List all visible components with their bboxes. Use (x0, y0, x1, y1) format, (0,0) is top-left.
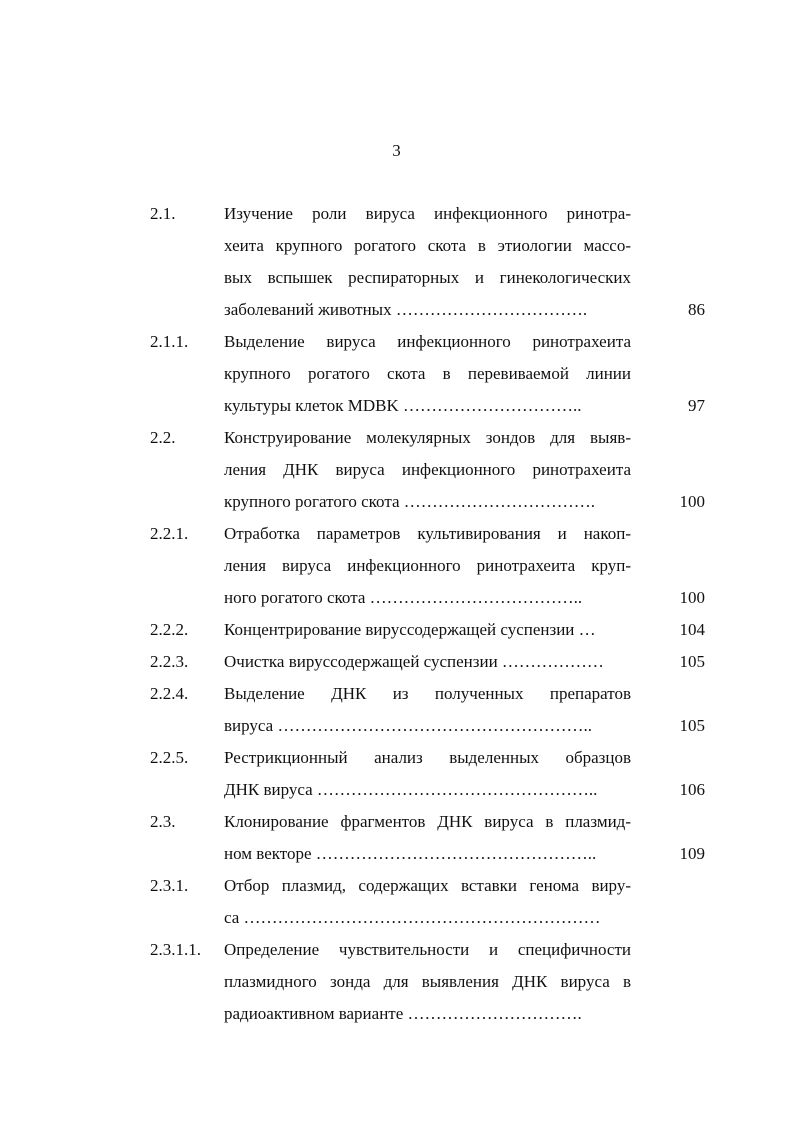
toc-entry-title-line: Отбор плазмид, содержащих вставки генома виру- (224, 876, 631, 895)
toc-entry-title-line: Рестрикционный анализ выделенных образцов (224, 748, 631, 767)
toc-entry-page: 106 (679, 780, 705, 799)
toc-entry-title-line: са ……………………………………………………… (224, 908, 601, 927)
toc-entry-title-line: заболеваний животных ……………………………. (224, 300, 588, 319)
toc-entry-number: 2.3.1.1. (150, 940, 201, 959)
toc-entry-number: 2.2.4. (150, 684, 189, 703)
toc-entry-title-line: Изучение роли вируса инфекционного ринотра- (224, 204, 631, 223)
toc-entry-title-line: хеита крупного рогатого скота в этиологии массо- (224, 236, 631, 255)
toc-entry-title (224, 422, 631, 518)
toc-entry-title-line: Выделение вируса инфекционного ринотрахеита (224, 332, 631, 351)
toc-entry-page: 105 (679, 652, 705, 671)
page-number: 3 (392, 141, 401, 160)
toc-entry-title-line: радиоактивном варианте …………………………. (224, 1004, 582, 1023)
toc-entry-title-line: культуры клеток MDBK ………………………….. (224, 396, 582, 415)
toc-entry-title (224, 614, 631, 646)
toc-entry-page: 105 (679, 716, 705, 735)
toc-entry-number: 2.2. (150, 428, 176, 447)
toc-entry-number: 2.2.3. (150, 652, 189, 671)
toc-entry-title (224, 934, 631, 1030)
toc-entry-title-line: Очистка вируссодержащей суспензии ……………… (224, 652, 604, 671)
toc-entry-number: 2.2.1. (150, 524, 189, 543)
toc-entry-title-line: Клонирование фрагментов ДНК вируса в плазмид- (224, 812, 631, 831)
toc-entry-title (224, 806, 631, 870)
toc-entry-title (224, 518, 631, 614)
toc-entry-title (224, 678, 631, 742)
toc-entry-title-line: вируса ……………………………………………….. (224, 716, 592, 735)
toc-entry-number: 2.3.1. (150, 876, 189, 895)
toc-entry-title (224, 198, 631, 326)
toc-entry-title (224, 326, 631, 422)
toc-entry-number: 2.1. (150, 204, 176, 223)
toc-entry-page: 100 (679, 492, 705, 511)
toc-entry-title (224, 870, 631, 934)
toc-entry-title-line: ления вируса инфекционного ринотрахеита круп- (224, 556, 631, 575)
toc-entry-title-line: крупного рогатого скота в перевиваемой линии (224, 364, 631, 383)
toc-entry-page: 86 (688, 300, 705, 319)
toc-entry-title (224, 742, 631, 806)
toc-entry-title-line: ного рогатого скота ……………………………….. (224, 588, 583, 607)
toc-entry-page: 100 (679, 588, 705, 607)
toc-entry-number: 2.2.5. (150, 748, 189, 767)
toc-entry-title-line: ления ДНК вируса инфекционного ринотрахеита (224, 460, 631, 479)
toc-entry-page: 97 (688, 396, 705, 415)
toc-entry-title (224, 646, 631, 678)
toc-entry-title-line: Отработка параметров культивирования и накоп- (224, 524, 631, 543)
toc-entry-title-line: плазмидного зонда для выявления ДНК вируса в (224, 972, 631, 991)
toc-entry-number: 2.2.2. (150, 620, 189, 639)
toc-entry-title-line: Определение чувствительности и специфичности (224, 940, 631, 959)
toc-entry-number: 2.3. (150, 812, 176, 831)
toc-entry-title-line: Концентрирование вируссодержащей суспензии … (224, 620, 596, 639)
toc-entry-title-line: крупного рогатого скота ……………………………. (224, 492, 596, 511)
toc-entry-page: 104 (679, 620, 705, 639)
toc-entry-title-line: ДНК вируса ………………………………………….. (224, 780, 598, 799)
toc-entry-title-line: Конструирование молекулярных зондов для выяв- (224, 428, 631, 447)
toc-entry-title-line: Выделение ДНК из полученных препаратов (224, 684, 631, 703)
toc-entry-title-line: вых вспышек респираторных и гинекологических (224, 268, 631, 287)
toc-entry-title-line: ном векторе ………………………………………….. (224, 844, 597, 863)
toc-entry-number: 2.1.1. (150, 332, 189, 351)
toc-entry-page: 109 (679, 844, 705, 863)
